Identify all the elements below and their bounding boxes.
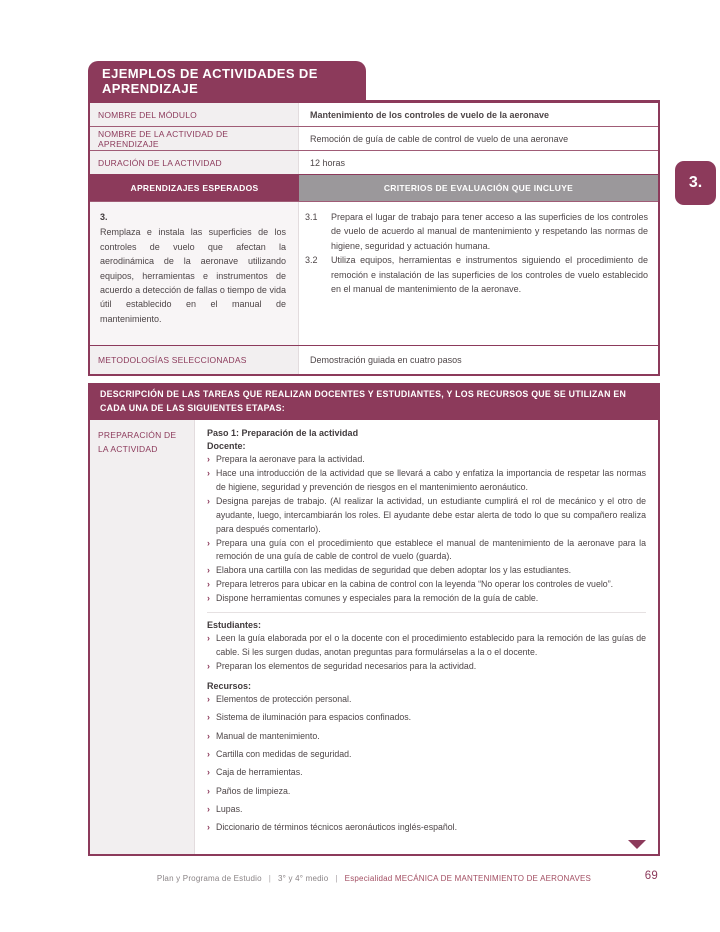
learning-number: 3. (100, 212, 108, 222)
list-item-text: Manual de mantenimiento. (216, 730, 320, 741)
list-item (207, 821, 646, 835)
bullet-icon: › (207, 454, 210, 465)
resources-heading: Recursos: (207, 680, 252, 691)
list-item-text: Preparan los elementos de seguridad necesarios para la actividad. (216, 660, 477, 671)
bullet-icon: › (207, 730, 210, 741)
footer-specialty-text: Especialidad MECÁNICA DE MANTENIMIENTO DE AERONAVES (344, 874, 592, 883)
list-item-text: Leen la guía elaborada por el o la docente con el procedimiento establecido para la remoción de las guías de cable. Si les surgen dudas, anotan preguntas para formulárselas a la o el docente. (216, 633, 646, 657)
list-item-text: Sistema de iluminación para espacios confinados. (216, 712, 412, 723)
list-item (207, 748, 646, 762)
footer-separator: | (335, 874, 338, 883)
footer-separator: | (268, 874, 272, 883)
list-item (207, 766, 646, 780)
bullet-icon: › (207, 693, 210, 704)
evaluation-criteria-header: CRITERIOS DE EVALUACIÓN QUE INCLUYE (299, 175, 658, 201)
list-item (207, 660, 646, 674)
chapter-tab: 3. (675, 161, 716, 205)
bullet-icon: › (207, 579, 210, 590)
list-item (207, 564, 646, 578)
bullet-icon: › (207, 593, 210, 604)
list-item-text: Lupas. (216, 804, 243, 815)
teacher-task-list (207, 453, 646, 606)
expected-learnings-header: APRENDIZAJES ESPERADOS (90, 175, 299, 201)
list-item-text: Designa parejas de trabajo. (Al realizar la actividad, un estudiante cumplirá el rol de mecánico y el otro de ayudante, luego, intercambiarán los roles. El ayudante debe estar alerta de todo lo que su compañero realiza para después comentarlo). (216, 495, 646, 534)
bullet-icon: › (207, 660, 210, 671)
continuation-arrow-icon (628, 840, 646, 849)
students-block (207, 612, 646, 674)
duration-value: 12 horas (310, 157, 346, 168)
list-item (207, 803, 646, 817)
bullet-icon: › (207, 633, 210, 644)
list-item (207, 537, 646, 565)
list-item (207, 495, 646, 537)
page-title: EJEMPLOS DE ACTIVIDADES DE APRENDIZAJE (88, 61, 366, 100)
list-item-text: Paños de limpieza. (216, 785, 291, 796)
list-item-text: Prepara letreros para ubicar en la cabina de control con la leyenda “No operar los controles de vuelo”. (216, 579, 614, 590)
list-item (207, 785, 646, 799)
methodology-row (90, 345, 658, 374)
criterion-number: 3.1 (305, 212, 318, 222)
list-item (207, 578, 646, 592)
students-heading: Estudiantes: (207, 620, 262, 631)
learning-text: Remplaza e instala las superficies de los controles de vuelo que afectan la aerodinámica de la aeronave utilizando equipos, herramientas e instrumentos de acuerdo a detección de fallas o tiempo de vida útil establecido en el manual de mantenimiento. (100, 227, 286, 324)
list-item-text: Elabora una cartilla con las medidas de seguridad que deben adoptar los y las estudiantes. (216, 565, 572, 576)
criterion-number: 3.2 (305, 255, 318, 266)
teacher-heading: Docente: (207, 441, 246, 452)
list-item (207, 693, 646, 707)
table-row (90, 103, 658, 126)
resources-block (207, 681, 646, 836)
methodology-value: Demostración guiada en cuatro pasos (310, 355, 462, 365)
duration-label: DURACIÓN DE LA ACTIVIDAD (90, 151, 299, 174)
list-item-text: Hace una introducción de la actividad que se llevará a cabo y enfatiza la importancia de respetar las normas de higiene, seguridad y prevención de riesgos en el mantenimiento aeronáutico. (216, 468, 646, 493)
preparation-stage-section (88, 420, 660, 856)
bullet-icon: › (207, 822, 210, 833)
table-row (90, 126, 658, 150)
list-item-text: Cartilla con medidas de seguridad. (216, 748, 352, 759)
bullet-icon: › (207, 785, 210, 796)
list-item-text: Prepara la aeronave para la actividad. (216, 454, 365, 465)
step-title: Paso 1: Preparación de la actividad (207, 428, 359, 439)
list-item-text: Diccionario de términos técnicos aeronáuticos inglés-español. (216, 822, 458, 833)
list-item-text: Caja de herramientas. (216, 767, 303, 778)
criterion-text: Prepara el lugar de trabajo para tener acceso a las superficies de los controles de vuelo de acuerdo al manual de mantenimiento y respetando las normas de higiene, seguridad y actuación humana. (331, 212, 648, 251)
list-item (207, 632, 646, 660)
tasks-description-header: DESCRIPCIÓN DE LAS TAREAS QUE REALIZAN DOCENTES Y ESTUDIANTES, Y LOS RECURSOS QUE SE UTILIZAN EN CADA UNA DE LAS SIGUIENTES ETAPAS: (88, 383, 660, 420)
list-item (207, 711, 646, 725)
activity-name-label: NOMBRE DE LA ACTIVIDAD DE APRENDIZAJE (90, 127, 299, 150)
list-item (207, 730, 646, 744)
activity-sheet (88, 61, 660, 856)
list-item-text: Prepara una guía con el procedimiento que establece el manual de mantenimiento de la aeronave para la remoción de una guía de cable de control de vuelo (guarda). (216, 537, 646, 562)
resources-list (207, 693, 646, 836)
list-item (207, 453, 646, 467)
module-name-value: Mantenimiento de los controles de vuelo de la aeronave (310, 109, 550, 120)
bullet-icon: › (207, 712, 210, 723)
bullet-icon: › (207, 468, 210, 479)
bullet-icon: › (207, 804, 210, 815)
page-footer (88, 870, 660, 883)
page-number: 69 (644, 870, 658, 882)
activity-name-value: Remoción de guía de cable de control de vuelo de una aeronave (310, 133, 569, 144)
bullet-icon: › (207, 537, 210, 548)
list-item (207, 592, 646, 606)
list-item (207, 467, 646, 495)
expected-learning-cell (90, 202, 299, 345)
stage-content (195, 420, 658, 854)
column-headers-row (90, 174, 658, 201)
table-row (90, 150, 658, 174)
criterion-item (305, 210, 648, 253)
list-item-text: Dispone herramientas comunes y especiales para la remoción de la guía de cable. (216, 593, 539, 604)
criteria-cell (299, 202, 658, 345)
bullet-icon: › (207, 565, 210, 576)
criterion-item (305, 253, 648, 296)
activity-info-table (88, 100, 660, 376)
methodology-label: METODOLOGÍAS SELECCIONADAS (90, 346, 299, 374)
bullet-icon: › (207, 495, 210, 506)
bullet-icon: › (207, 748, 210, 759)
criterion-text: Utiliza equipos, herramientas e instrumentos siguiendo el procedimiento de remoción e instalación de las superficies de los controles de vuelo establecido en el manual de mantenimiento de la aeronave. (331, 255, 648, 294)
students-task-list (207, 632, 646, 674)
learning-content-row (90, 201, 658, 345)
stage-label: PREPARACIÓN DE LA ACTIVIDAD (90, 420, 195, 854)
list-item-text: Elementos de protección personal. (216, 693, 352, 704)
bullet-icon: › (207, 767, 210, 778)
footer-grade-text: 3° y 4° medio (278, 874, 329, 883)
module-name-label: NOMBRE DEL MÓDULO (90, 103, 299, 126)
footer-plan-text: Plan y Programa de Estudio (156, 874, 262, 883)
